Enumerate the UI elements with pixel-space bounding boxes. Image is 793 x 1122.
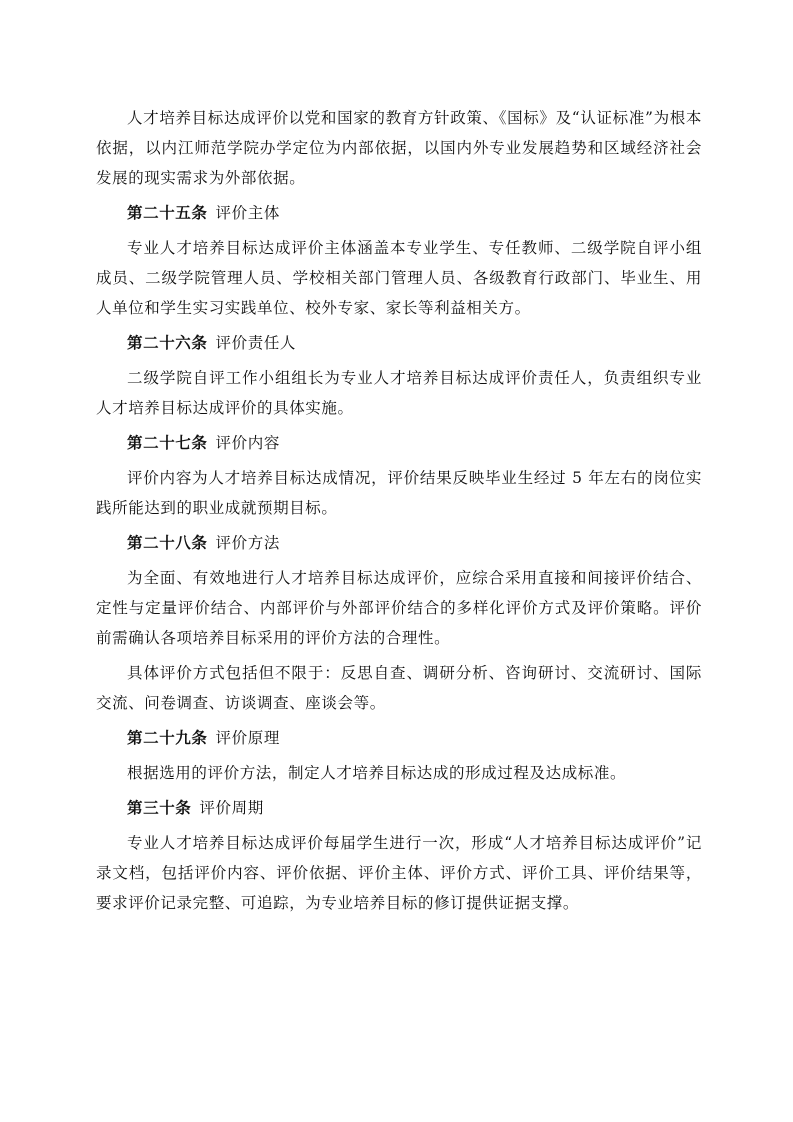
article-25-number: 第二十五条 — [127, 204, 208, 222]
article-29-paragraph: 根据选用的评价方法，制定人才培养目标达成的形成过程及达成标准。 — [127, 764, 627, 782]
article-28-title: 评价方法 — [215, 534, 280, 552]
article-26-heading — [96, 328, 702, 358]
article-26-number: 第二十六条 — [127, 334, 208, 352]
article-27-heading — [96, 428, 702, 458]
article-25-heading — [96, 198, 702, 228]
article-26-title: 评价责任人 — [215, 334, 297, 352]
article-28-paragraph-1: 为全面、有效地进行人才培养目标达成评价，应综合采用直接和间接评价结合、定性与定量评价结合、内部评价与外部评价结合的多样化评价方式及评价策略。评价前需确认各项培养目标采用的评价方法的合理性。 — [96, 569, 702, 647]
article-25-paragraph: 专业人才培养目标达成评价主体涵盖本专业学生、专任教师、二级学院自评小组成员、二级学院管理人员、学校相关部门管理人员、各级教育行政部门、毕业生、用人单位和学生实习实践单位、校外专家、家长等利益相关方。 — [96, 239, 702, 317]
article-30-number: 第三十条 — [127, 799, 192, 817]
article-26-paragraph: 二级学院自评工作小组组长为专业人才培养目标达成评价责任人，负责组织专业人才培养目标达成评价的具体实施。 — [96, 369, 702, 417]
article-27-paragraph: 评价内容为人才培养目标达成情况，评价结果反映毕业生经过 5 年左右的岗位实践所能达到的职业成就预期目标。 — [96, 469, 702, 517]
article-30-heading — [96, 793, 702, 823]
article-30-paragraph: 专业人才培养目标达成评价每届学生进行一次，形成“人才培养目标达成评价”记录文档，包括评价内容、评价依据、评价主体、评价方式、评价工具、评价结果等，要求评价记录完整、可追踪，为专业培养目标的修订提供证据支撑。 — [96, 834, 702, 912]
article-29-heading — [96, 723, 702, 753]
article-29-title: 评价原理 — [215, 729, 280, 747]
document-body — [96, 103, 702, 918]
article-28-heading — [96, 528, 702, 558]
article-27-number: 第二十七条 — [127, 434, 208, 452]
article-28-number: 第二十八条 — [127, 534, 208, 552]
article-30-title: 评价周期 — [199, 799, 264, 817]
intro-paragraph: 人才培养目标达成评价以党和国家的教育方针政策、《国标》及“认证标准”为根本依据，以内江师范学院办学定位为内部依据，以国内外专业发展趋势和区域经济社会发展的现实需求为外部依据。 — [96, 109, 702, 187]
article-28-paragraph-2: 具体评价方式包括但不限于：反思自查、调研分析、咨询研讨、交流研讨、国际交流、问卷调查、访谈调查、座谈会等。 — [96, 664, 702, 712]
article-27-title: 评价内容 — [215, 434, 280, 452]
article-25-title: 评价主体 — [215, 204, 280, 222]
article-29-number: 第二十九条 — [127, 729, 208, 747]
